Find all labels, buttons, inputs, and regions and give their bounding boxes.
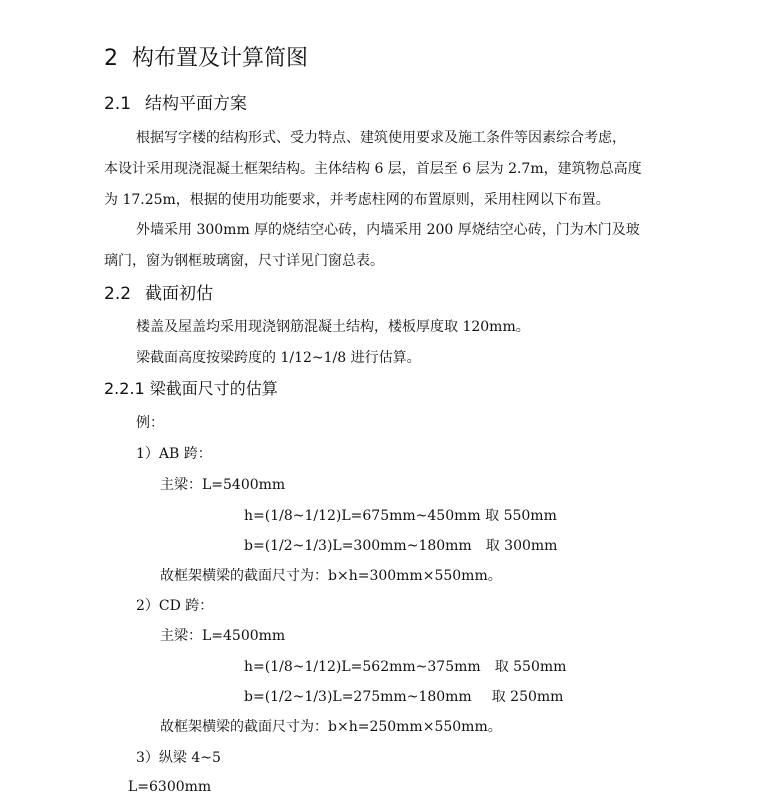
cd-section-result: 故框架横梁的截面尺寸为：b×h=250mm×550mm。 [160, 719, 502, 735]
paragraph-4: 梁截面高度按梁跨度的 1/12~1/8 进行估算。 [136, 350, 421, 366]
cd-height-expression: h=(1/8~1/12)L=562mm~375mm [244, 659, 481, 675]
ab-span-label: 1）AB 跨： [136, 446, 212, 462]
ab-width-estimate [244, 536, 557, 556]
section-2-2-heading [104, 282, 213, 306]
paragraph-1-line-2: 本设计采用现浇混凝土框架结构。主体结构 6 层，首层至 6 层为 2.7m，建筑物总高度 [104, 161, 642, 177]
cd-span-label: 2）CD 跨： [136, 598, 214, 614]
section-2-1-heading [104, 92, 247, 116]
cd-height-take: 取 550mm [494, 659, 567, 675]
cd-width-expression: b=(1/2~1/3)L=275mm~180mm [244, 689, 472, 705]
longitudinal-beam-label: 3）纵梁 4~5 [136, 750, 221, 766]
ab-height-estimate: h=(1/8~1/12)L=675mm~450mm 取 550mm [244, 508, 557, 524]
section-2-2-title: 截面初估 [145, 284, 214, 304]
paragraph-1-line-3: 为 17.25m，根据的使用功能要求，并考虑柱网的布置原则，采用柱网以下布置。 [104, 192, 610, 208]
paragraph-1-line-1: 根据写字楼的结构形式、受力特点、建筑使用要求及施工条件等因素综合考虑， [136, 130, 626, 146]
section-2-1-title: 结构平面方案 [145, 94, 248, 114]
cd-main-beam: 主梁：L=4500mm [160, 628, 286, 644]
longitudinal-beam-length: L=6300mm [128, 779, 212, 795]
ab-main-beam: 主梁：L=5400mm [160, 477, 286, 493]
chapter-title: 构布置及计算简图 [132, 46, 309, 71]
section-2-2-number: 2.2 [104, 284, 132, 304]
paragraph-2-line-1: 外墙采用 300mm 厚的烧结空心砖，内墙采用 200 厚烧结空心砖，门为木门及玻 [136, 222, 640, 238]
chapter-heading [104, 44, 308, 74]
cd-width-estimate [244, 687, 563, 707]
paragraph-2-line-2: 璃门，窗为钢框玻璃窗，尺寸详见门窗总表。 [104, 253, 384, 269]
section-2-2-1-heading: 2.2.1 梁截面尺寸的估算 [104, 379, 278, 398]
paragraph-3: 楼盖及屋盖均采用现浇钢筋混凝土结构，楼板厚度取 120mm。 [136, 319, 530, 335]
ab-width-expression: b=(1/2~1/3)L=300mm~180mm [244, 538, 472, 554]
section-2-1-number: 2.1 [104, 94, 132, 114]
cd-width-take: 取 250mm [491, 689, 564, 705]
ab-width-take: 取 300mm [485, 538, 558, 554]
ab-section-result: 故框架横梁的截面尺寸为：b×h=300mm×550mm。 [160, 568, 502, 584]
example-label: 例： [136, 415, 164, 431]
chapter-number: 2 [104, 46, 118, 71]
cd-height-estimate [244, 657, 566, 677]
